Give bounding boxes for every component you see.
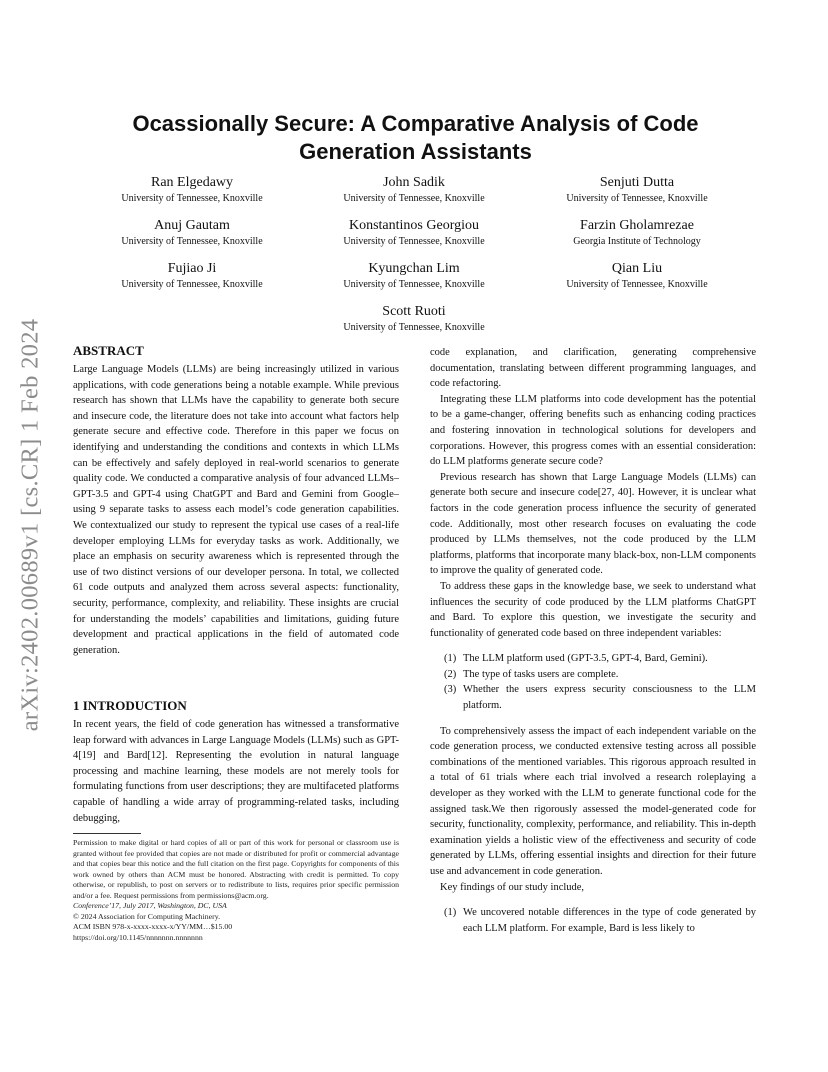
author-affiliation: University of Tennessee, Knoxville xyxy=(343,193,485,204)
abstract-section xyxy=(73,362,399,658)
intro-paragraph: Previous research has shown that Large Language Models (LLMs) can generate both secure and insecure code[27, 40]. However, it is unclear what factors in the code generation process influence the security of generated code. Additionally, most other research focuses on evaluating the code produced by LLMs themselves, not the code produced by the LLM platforms, platforms that incorporate many black-box, non-LLM components to improve the quality of generated code. xyxy=(430,471,756,577)
list-number: (1) xyxy=(444,907,457,919)
arxiv-identifier-text: arXiv:2402.00689v1 [cs.CR] 1 Feb 2024 xyxy=(16,318,44,732)
author-affiliation: University of Tennessee, Knoxville xyxy=(343,279,485,290)
abstract-heading: ABSTRACT xyxy=(73,343,144,358)
doi-link[interactable]: https://doi.org/10.1145/nnnnnnn.nnnnnnn xyxy=(73,932,203,942)
independent-variables-list xyxy=(444,651,756,713)
author-name: Konstantinos Georgiou xyxy=(348,218,479,233)
author-name: Kyungchan Lim xyxy=(368,261,460,276)
author-name: John Sadik xyxy=(383,175,445,190)
author-affiliation: Georgia Institute of Technology xyxy=(573,236,701,247)
list-item xyxy=(444,905,756,936)
author-affiliation: University of Tennessee, Knoxville xyxy=(121,236,263,247)
author-block xyxy=(527,174,747,205)
intro-paragraph: To comprehensively assess the impact of each independent variable on the code generation process, we conducted extensive testing across all possible combinations of the mentioned variables. This rigorous approach resulted in a total of 61 trials where each trial involved a research roleplaying a developer as they worked with the LLM to generate functional code for the assigned task.We then rigorously assessed the model-generated code for security, functionality, complexity, performance, and reliability. This in-depth examination yields a holistic view of the effectiveness and security of code generated by LLMs, offering essential insights and direction for their future use and advancement in code generation. xyxy=(430,725,756,877)
author-block xyxy=(527,217,747,248)
list-number: (3) xyxy=(444,684,457,696)
author-affiliation: University of Tennessee, Knoxville xyxy=(566,279,708,290)
introduction-heading: 1 INTRODUCTION xyxy=(73,698,187,713)
abstract-text: Large Language Models (LLMs) are being increasingly utilized in various applications, with code generations being a notable example. While previous research has shown that LLMs have the capability to generate both secure and insecure code, the literature does not take into account what factors help generate secure and effective code. Therefore in this paper we focus on identifying and understanding the conditions and contexts in which LLMs can be effectively and safely deployed in real-world scenarios to generate quality code. We conducted a comparative analysis of four advanced LLMs–GPT-3.5 and GPT-4 using ChatGPT and Bard and Gemini from Google–using 9 separate tasks to assess each model’s code generation capabilities. We contextualized our study to represent the typical use cases of a real-life developer employing LLMs for everyday tasks as work. Additionally, we place an emphasis on security awareness which is represented through the use of two distinct versions of our developer persona. In total, we collected 61 code outputs and analyzed them across several aspects: functionality, security, performance, complexity, and reliability. These insights are crucial for understanding the models’ capabilities and limitations, guiding future development and practical applications in the field of automated code generation. xyxy=(73,364,399,656)
list-item-text: The LLM platform used (GPT-3.5, GPT-4, Bard, Gemini). xyxy=(463,653,708,665)
author-block xyxy=(304,174,524,205)
author-affiliation: University of Tennessee, Knoxville xyxy=(343,236,485,247)
author-name: Farzin Gholamrezae xyxy=(580,218,694,233)
author-block xyxy=(82,174,302,205)
introduction-section xyxy=(73,717,399,826)
author-name: Qian Liu xyxy=(611,261,663,276)
author-block xyxy=(304,217,524,248)
paper-title: Ocassionally Secure: A Comparative Analysis of Code Generation Assistants xyxy=(132,111,699,164)
author-affiliation: University of Tennessee, Knoxville xyxy=(343,322,485,333)
key-findings-list xyxy=(444,905,756,936)
right-column-body xyxy=(430,345,756,936)
intro-paragraph: To address these gaps in the knowledge base, we seek to understand what influences the security of code produced by the LLM platforms ChatGPT and Bard. To explore this question, we investigate the security and functionality of generated code based on three independent variables: xyxy=(430,580,756,639)
author-affiliation: University of Tennessee, Knoxville xyxy=(121,193,263,204)
list-item xyxy=(444,667,756,683)
author-affiliation: University of Tennessee, Knoxville xyxy=(121,279,263,290)
author-name: Senjuti Dutta xyxy=(599,175,675,190)
author-name: Ran Elgedawy xyxy=(150,175,234,190)
author-name: Scott Ruoti xyxy=(382,304,446,319)
author-block xyxy=(82,260,302,291)
author-affiliation: University of Tennessee, Knoxville xyxy=(566,193,708,204)
author-block xyxy=(82,217,302,248)
author-name: Anuj Gautam xyxy=(154,218,230,233)
list-item xyxy=(444,682,756,713)
arxiv-identifier xyxy=(10,296,50,754)
isbn-line: ACM ISBN 978-x-xxxx-xxxx-x/YY/MM…$15.00 xyxy=(73,922,233,931)
intro-paragraph: Integrating these LLM platforms into code development has the potential to be a game-changer, offering benefits such as enhancing coding practices and fostering innovation in technological solutions for developers and corporations. However, this progress comes with an essential consideration: do LLM platforms generate secure code? xyxy=(430,393,756,468)
author-block xyxy=(527,260,747,291)
footnote-divider xyxy=(73,833,141,834)
conference-info: Conference’17, July 2017, Washington, DC, USA xyxy=(73,901,227,910)
list-item-text: We uncovered notable differences in the type of code generated by each LLM platform. For example, Bard is less likely to xyxy=(463,907,756,934)
footnote-block xyxy=(73,838,399,943)
intro-paragraph: Key findings of our study include, xyxy=(440,881,585,893)
author-block xyxy=(304,260,524,291)
permission-notice: Permission to make digital or hard copies of all or part of this work for personal or classroom use is granted without fee provided that copies are not made or distributed for profit or commercial advantage and that copies bear this notice and the full citation on the first page. Copyrights for components of this work owned by others than ACM must be honored. Abstracting with credit is permitted. To copy otherwise, or republish, to post on servers or to redistribute to lists, requires prior specific permission and/or a fee. Request permissions from permissions@acm.org. xyxy=(73,838,399,900)
list-number: (2) xyxy=(444,668,457,680)
list-item-text: Whether the users express security consciousness to the LLM platform. xyxy=(463,684,756,712)
copyright-notice: © 2024 Association for Computing Machinery. xyxy=(73,911,221,921)
intro-paragraph-continued: code explanation, and clarification, generating comprehensive documentation, translating between different programming languages, and code refactoring. xyxy=(430,347,756,390)
author-block xyxy=(304,303,524,334)
list-item-text: The type of tasks users are complete. xyxy=(463,668,619,680)
list-number: (1) xyxy=(444,653,457,665)
author-name: Fujiao Ji xyxy=(167,261,217,276)
list-item xyxy=(444,651,756,667)
intro-paragraph: In recent years, the field of code generation has witnessed a transformative leap forward with advances in Large Language Models (LLMs) such as GPT-4[19] and Bard[12]. Representing the evolution in natural language processing and machine learning, these models are not merely tools for formulating functions from user descriptions; they are multifaceted platforms capable of handling a wide array of programming-related tasks, including debugging, xyxy=(73,719,399,824)
